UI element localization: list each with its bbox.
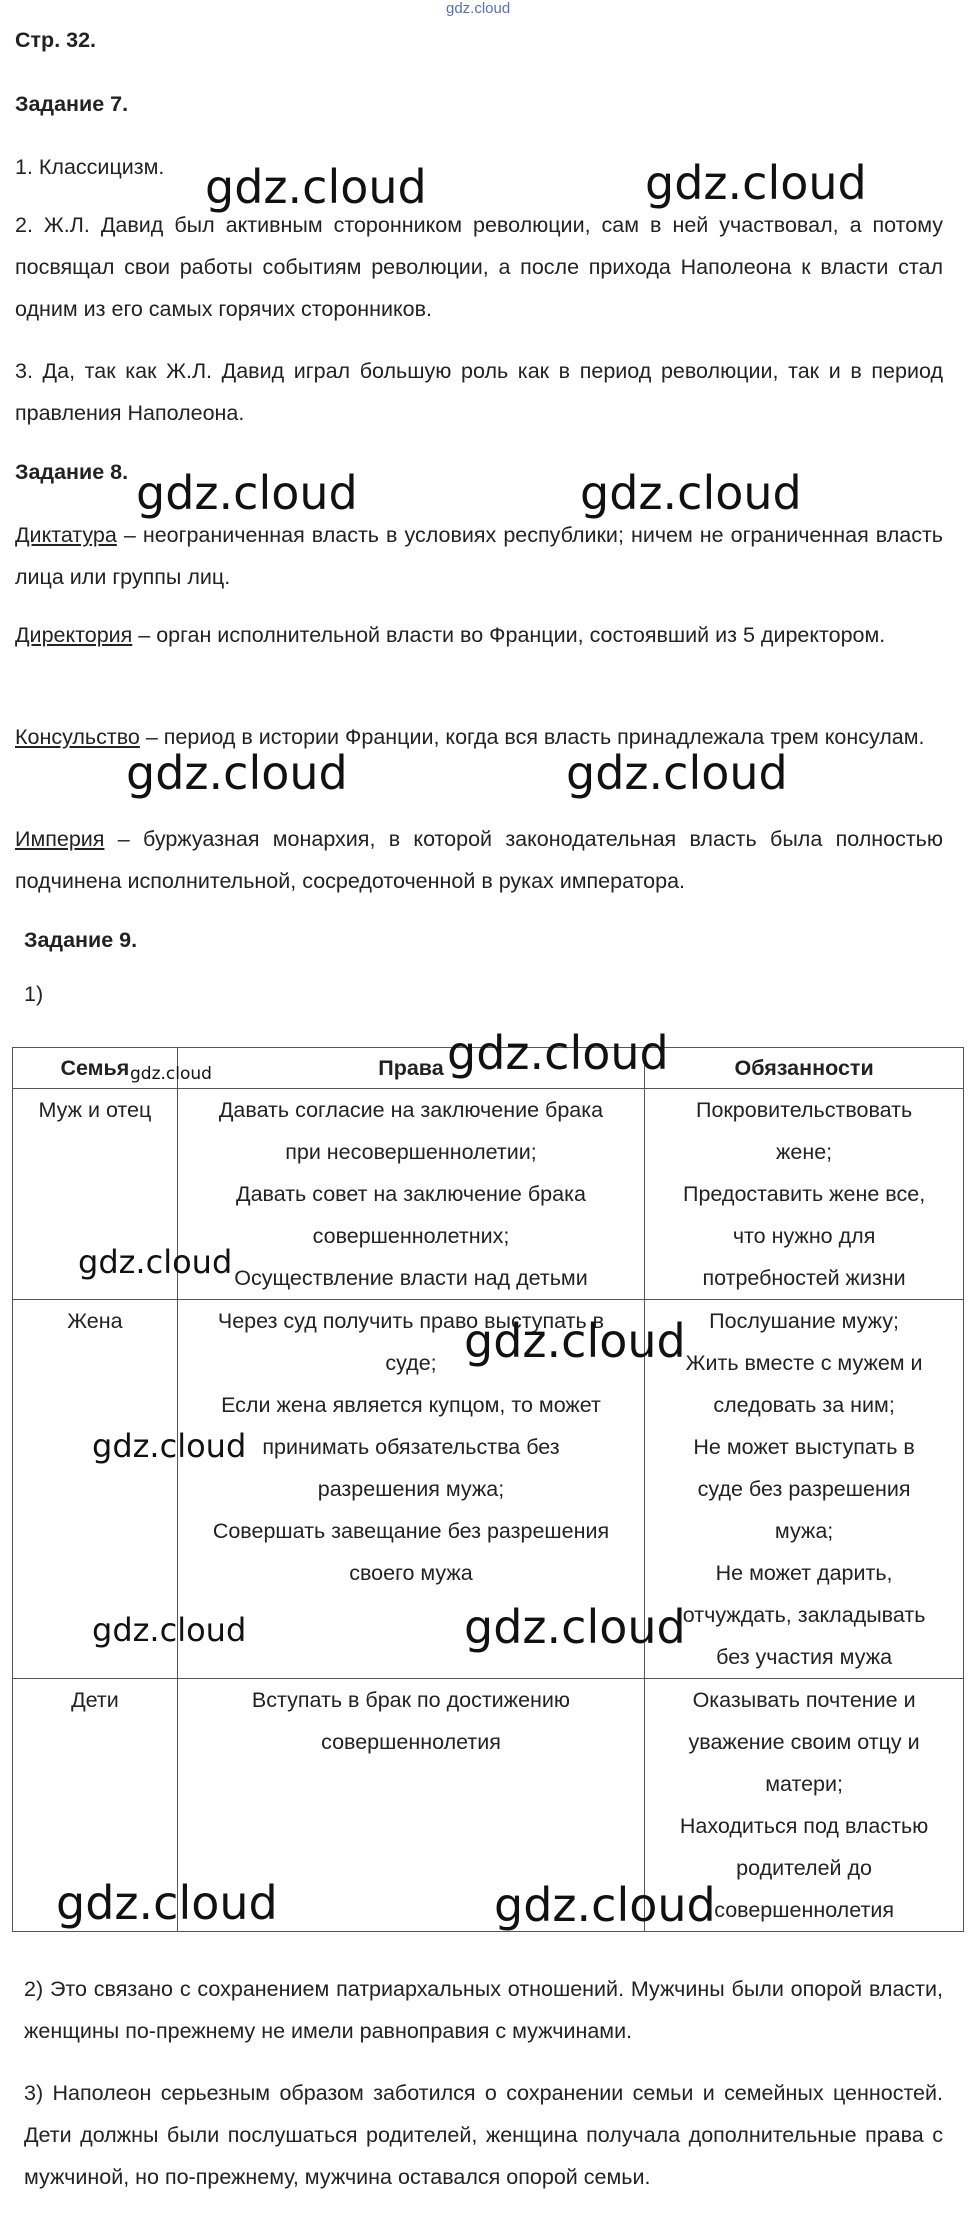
term: Директория [15, 623, 133, 647]
cell-line: Жить вместе с мужем и [685, 1351, 923, 1375]
table-row [13, 1300, 964, 1679]
task7-heading: Задание 7. [15, 92, 129, 116]
rights-cell [177, 1679, 644, 1932]
rights-cell [177, 1300, 644, 1679]
cell-line: своего мужа [349, 1561, 473, 1585]
cell-line: мужа; [774, 1519, 834, 1543]
cell-line: совершеннолетия [714, 1898, 894, 1922]
cell-line: Покровительствовать [695, 1098, 913, 1122]
watermark: gdz.cloud [580, 466, 802, 520]
cell-line: Совершать завещание без разрешения [212, 1519, 610, 1543]
watermark: gdz.cloud [126, 746, 348, 800]
cell-line: Не может выступать в [693, 1435, 915, 1459]
site-mark: gdz.cloud [446, 0, 511, 17]
definition-consulate [15, 716, 943, 758]
duties-cell [645, 1300, 964, 1679]
cell-line: Через суд получить право выступать в [217, 1309, 605, 1333]
header-family: Семья [13, 1048, 178, 1089]
cell-line: Послушание мужу; [709, 1309, 900, 1333]
cell-line: жене; [776, 1140, 833, 1164]
table-row [13, 1679, 964, 1932]
table-header-row [13, 1048, 964, 1089]
cell-line: совершеннолетних; [312, 1224, 510, 1248]
family-cell: Жена [13, 1300, 178, 1679]
family-cell: Муж и отец [13, 1089, 178, 1300]
cell-line: следовать за ним; [713, 1393, 895, 1417]
definition-directory [15, 614, 943, 656]
definition-text: – неограниченная власть в условиях республики; ничем не ограниченная власть лица или группы лиц. [15, 523, 943, 589]
watermark: gdz.cloud [136, 466, 358, 520]
cell-line: родителей до [736, 1856, 873, 1880]
duties-cell [645, 1679, 964, 1932]
cell-line: разрешения мужа; [317, 1477, 505, 1501]
cell-line: матери; [765, 1772, 843, 1796]
table-row [13, 1089, 964, 1300]
cell-line: суде; [385, 1351, 437, 1375]
cell-line: суде без разрешения [697, 1477, 911, 1501]
header-rights: Права [177, 1048, 644, 1089]
watermark: gdz.cloud [464, 1600, 686, 1654]
task9-heading: Задание 9. [24, 928, 138, 952]
cell-line: Осуществление власти над детьми [234, 1266, 588, 1290]
cell-line: Не может дарить, [715, 1561, 893, 1585]
watermark: gdz.cloud [92, 1611, 247, 1649]
definition-text: – орган исполнительной власти во Франции, состоявший из 5 директором. [132, 623, 886, 647]
cell-line: уважение своим отцу и [688, 1730, 920, 1754]
family-cell: Дети [13, 1679, 178, 1932]
task9-part2: 2) Это связано с сохранением патриархальных отношений. Мужчины были опорой власти, женщины по-прежнему не имели равноправия с мужчинами. [24, 1977, 943, 2043]
definition-dictatorship [15, 514, 943, 598]
term: Империя [15, 827, 105, 851]
watermark: gdz.cloud [205, 160, 427, 214]
page-label: Стр. 32. [15, 28, 97, 52]
term: Диктатура [15, 523, 117, 547]
cell-line: совершеннолетия [321, 1730, 501, 1754]
watermark: gdz.cloud [130, 1064, 212, 1084]
definition-text: – период в истории Франции, когда вся власть принадлежала трем консулам. [139, 725, 925, 749]
cell-line: Находиться под властью [679, 1814, 929, 1838]
definition-text: – буржуазная монархия, в которой законодательная власть была полностью подчинена исполнительной, сосредоточенной в руках императора. [15, 827, 943, 893]
cell-line: потребностей жизни [702, 1266, 906, 1290]
rights-cell [177, 1089, 644, 1300]
cell-line: что нужно для [732, 1224, 876, 1248]
task8-heading: Задание 8. [15, 460, 129, 484]
term: Консульство [15, 725, 140, 749]
watermark: gdz.cloud [447, 1026, 669, 1080]
header-duties: Обязанности [645, 1048, 964, 1089]
cell-line: Давать совет на заключение брака [236, 1182, 586, 1206]
watermark: gdz.cloud [494, 1878, 716, 1932]
watermark: gdz.cloud [56, 1876, 278, 1930]
task7-item-2: 2. Ж.Л. Давид был активным сторонником революции, сам в ней участвовал, а потому посвящал свои работы событиям революции, а после прихода Наполеона к власти стал одним из его самых горячих сторонников. [15, 213, 943, 321]
watermark: gdz.cloud [464, 1314, 686, 1368]
task9-part3: 3) Наполеон серьезным образом заботился о сохранении семьи и семейных ценностей. Дети должны были послушаться родителей, женщина получала дополнительные права с мужчиной, но по-прежнему, мужчина оставался опорой семьи. [24, 2081, 943, 2189]
task7-item-3: 3. Да, так как Ж.Л. Давид играл большую роль как в период революции, так и в период правления Наполеона. [15, 359, 943, 425]
watermark: gdz.cloud [566, 746, 788, 800]
task7-item-1: 1. Классицизм. [15, 155, 165, 179]
duties-cell [645, 1089, 964, 1300]
cell-line: Предоставить жене все, [683, 1182, 926, 1206]
cell-line: отчуждать, закладывать [682, 1603, 926, 1627]
cell-line: при несовершеннолетии; [285, 1140, 537, 1164]
cell-line: Вступать в брак по достижению [251, 1688, 571, 1712]
family-rights-table [12, 1047, 964, 1932]
cell-line: Оказывать почтение и [692, 1688, 916, 1712]
cell-line: Давать согласие на заключение брака [218, 1098, 604, 1122]
definition-empire [15, 818, 943, 902]
watermark: gdz.cloud [92, 1427, 247, 1465]
watermark: gdz.cloud [78, 1243, 233, 1281]
cell-line: принимать обязательства без [262, 1435, 560, 1459]
watermark: gdz.cloud [645, 156, 867, 210]
cell-line: Если жена является купцом, то может [221, 1393, 601, 1417]
cell-line: без участия мужа [716, 1645, 893, 1669]
task9-part1-label: 1) [24, 982, 44, 1006]
